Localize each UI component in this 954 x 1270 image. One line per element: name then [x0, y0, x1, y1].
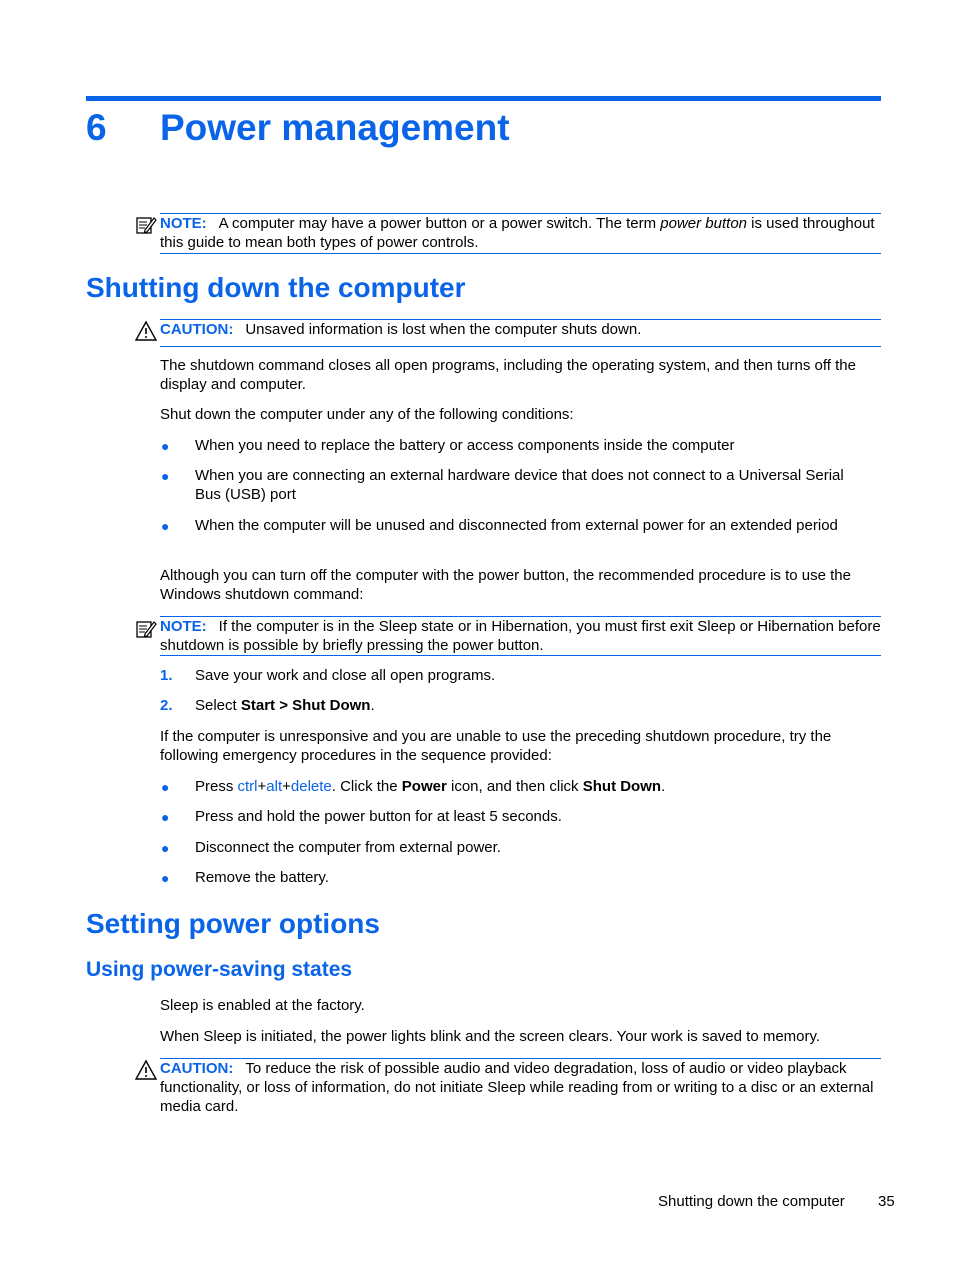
- note-text: If the computer is in the Sleep state or in Hibernation, you must first exit Sleep or Hibernation before shutdown is possible by briefly pressing the power button.: [160, 618, 881, 654]
- note-callout: [160, 616, 881, 656]
- note-text-b: is used throughout this guide to mean both types of power controls.: [160, 215, 875, 251]
- bullet-dot: ●: [161, 438, 170, 454]
- key-delete: delete: [290, 778, 332, 795]
- list-item: When the computer will be unused and disconnected from external power for an extended period: [195, 517, 838, 534]
- list-item: When you need to replace the battery or access components inside the computer: [195, 437, 735, 454]
- note-label: NOTE:: [160, 215, 207, 232]
- paragraph-sleep-initiated: When Sleep is initiated, the power lights blink and the screen clears. Your work is saved to memory.: [160, 1028, 821, 1045]
- power-term: Power: [401, 778, 447, 795]
- step-text: [195, 696, 875, 715]
- note-callout: [160, 213, 881, 254]
- bullet-dot: ●: [161, 840, 170, 856]
- subsection-title-power-saving: Using power-saving states: [86, 958, 353, 981]
- paragraph-sleep-enabled: Sleep is enabled at the factory.: [160, 997, 365, 1014]
- step-prefix: Select: [195, 697, 241, 714]
- key-ctrl: ctrl: [237, 778, 258, 795]
- warning-icon: [135, 320, 157, 342]
- plus-sign: +: [257, 778, 267, 795]
- click-text: . Click the: [331, 778, 402, 795]
- plus-sign: +: [282, 778, 291, 795]
- section-title-power-options: Setting power options: [86, 908, 380, 939]
- bullet-dot: ●: [161, 809, 170, 825]
- warning-icon: [135, 1059, 157, 1081]
- note-icon: [135, 214, 157, 236]
- list-item: Press and hold the power button for at least 5 seconds.: [195, 808, 562, 825]
- list-item: [195, 777, 875, 796]
- page-number: 35: [878, 1193, 895, 1210]
- caution-label: CAUTION:: [160, 1060, 234, 1077]
- paragraph-emergency-intro: If the computer is unresponsive and you are unable to use the preceding shutdown procedure, try the following emergency procedures in the sequence provided:: [160, 728, 832, 764]
- footer-section-name: Shutting down the computer: [658, 1193, 845, 1210]
- bullet-dot: ●: [161, 468, 170, 484]
- bullet-dot: ●: [161, 518, 170, 534]
- step-number: 1.: [160, 667, 173, 684]
- list-item: Disconnect the computer from external power.: [195, 839, 501, 856]
- section-title-shutting-down: Shutting down the computer: [86, 272, 466, 303]
- icon-text: icon, and then click: [446, 778, 583, 795]
- step-text: Save your work and close all open programs.: [195, 667, 496, 684]
- chapter-title: Power management: [160, 107, 510, 148]
- paragraph-recommended-procedure: Although you can turn off the computer with the power button, the recommended procedure is to use the Windows shutdown command:: [160, 567, 851, 603]
- caution-callout: [160, 319, 881, 347]
- step-command: Start > Shut Down: [240, 697, 371, 714]
- note-term: power button: [660, 215, 748, 232]
- bullet-dot: ●: [161, 779, 170, 795]
- chapter-rule: [86, 96, 881, 101]
- paragraph-shutdown-command: The shutdown command closes all open programs, including the operating system, and then turns off the display and computer.: [160, 357, 856, 393]
- paragraph-conditions-intro: Shut down the computer under any of the following conditions:: [160, 406, 574, 423]
- key-alt: alt: [266, 778, 283, 795]
- note-text-a: A computer may have a power button or a power switch. The term: [218, 215, 661, 232]
- caution-label: CAUTION:: [160, 321, 234, 338]
- bullet-dot: ●: [161, 870, 170, 886]
- caution-callout: [160, 1058, 881, 1116]
- chapter-number: 6: [86, 107, 107, 148]
- shut-down-term: Shut Down: [582, 778, 662, 795]
- note-label: NOTE:: [160, 618, 207, 635]
- list-item: When you are connecting an external hardware device that does not connect to a Universal Serial Bus (USB) port: [195, 467, 844, 503]
- caution-text: To reduce the risk of possible audio and video degradation, loss of audio or video playback functionality, or loss of information, do not initiate Sleep while reading from or writing to a disc or an external media card.: [160, 1060, 874, 1115]
- step-suffix: .: [370, 697, 375, 714]
- note-icon: [135, 618, 157, 640]
- caution-text: Unsaved information is lost when the computer shuts down.: [245, 321, 642, 338]
- list-item: Remove the battery.: [195, 869, 329, 886]
- period: .: [661, 778, 666, 795]
- press-text: Press: [195, 778, 238, 795]
- step-number: 2.: [160, 697, 173, 714]
